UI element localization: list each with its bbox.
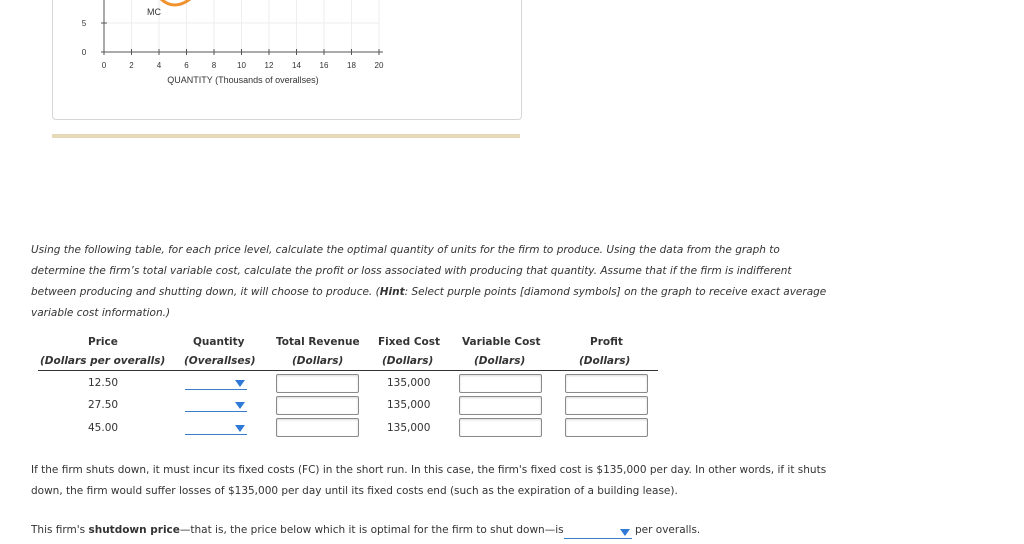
shutdown-question-suffix: —that is, the price below which it is optimal for the firm to shut down—is [179,524,564,536]
x-tick-label: 16 [319,61,329,70]
hint-label: Hint [379,286,405,298]
x-tick-label: 20 [374,61,384,70]
graph-gridlines [104,0,379,52]
header-total-revenue: Total Revenue [276,336,360,348]
total-revenue-input[interactable] [276,396,359,415]
x-tick-label: 18 [347,61,356,70]
header-quantity: Quantity [193,336,245,348]
profit-input[interactable] [565,374,648,393]
header-price: Price [88,336,118,348]
price-cell: 27.50 [88,399,119,411]
fixed-cost-cell: 135,000 [387,399,431,411]
mc-curve-label: MC [147,7,161,17]
y-tick-label: 5 [81,19,87,28]
shutdown-unit-label: per overalls. [635,524,701,536]
x-tick-label: 6 [184,61,189,70]
shutdown-explanation: If the firm shuts down, it must incur its fixed costs (FC) in the short run. In this case, the firm's fixed cost is $135,000 per day. In other words, if it shuts down, the firm would suffer losses of $135,000 per day until its fixed costs end (such as the expiration of a building lease). [31,464,827,497]
variable-cost-input[interactable] [459,374,542,393]
x-axis [102,49,384,70]
instructions-part1: Using the following table, for each price level, calculate the optimal quantity of units for the firm to produce. Using the data from the graph to determine the firm’s total variable cost, calculate the profit or loss associated with producing that quantity. Assume that if the firm is indifferent between producing and shutting down, it will choose to produce. ( [31,244,792,298]
x-tick-label: 14 [292,61,301,70]
price-cell: 12.50 [88,377,119,389]
section-divider [52,134,520,138]
x-tick-label: 0 [101,61,107,70]
chevron-down-icon[interactable] [620,529,630,536]
mc-curve[interactable] [155,0,198,5]
instructions-text [31,240,831,324]
header-price-unit: (Dollars per overalls) [40,355,166,367]
shutdown-question-prefix: This firm's [31,524,89,536]
shutdown-question [31,524,564,536]
x-tick-label: 8 [211,61,217,70]
header-quantity-unit: (Overallses) [184,355,256,367]
x-tick-label: 10 [237,61,246,70]
fixed-cost-cell: 135,000 [387,422,431,434]
profit-input[interactable] [565,396,648,415]
chevron-down-icon[interactable] [235,402,245,409]
shutdown-price-dropdown[interactable] [564,526,632,539]
instructions-part2: : Select purple points [diamond symbols] on the graph to receive exact average variable cost information.) [31,286,827,319]
cost-graph[interactable] [0,0,540,100]
chevron-down-icon[interactable] [235,425,245,432]
variable-cost-input[interactable] [459,418,542,437]
x-tick-label: 4 [156,61,162,70]
header-variable-cost: Variable Cost [462,336,541,348]
fixed-cost-cell: 135,000 [387,377,431,389]
shutdown-price-term: shutdown price [88,524,180,536]
header-fixed-unit: (Dollars) [382,355,434,367]
total-revenue-input[interactable] [276,374,359,393]
quantity-dropdown[interactable] [185,422,247,435]
quantity-dropdown[interactable] [185,399,247,412]
total-revenue-input[interactable] [276,418,359,437]
profit-input[interactable] [565,418,648,437]
header-variable-unit: (Dollars) [474,355,526,367]
header-profit-unit: (Dollars) [579,355,631,367]
header-profit: Profit [590,336,623,348]
y-axis-ticks [82,0,107,57]
x-tick-label: 2 [129,61,134,70]
price-cell: 45.00 [88,422,119,434]
chevron-down-icon[interactable] [235,380,245,387]
x-tick-label: 12 [264,61,274,70]
x-axis-label: QUANTITY (Thousands of overallses) [167,75,319,85]
header-revenue-unit: (Dollars) [292,355,344,367]
header-fixed-cost: Fixed Cost [378,336,441,348]
y-tick-label: 0 [81,48,87,57]
table-header-rule [38,370,658,371]
variable-cost-input[interactable] [459,396,542,415]
quantity-dropdown[interactable] [185,377,247,390]
